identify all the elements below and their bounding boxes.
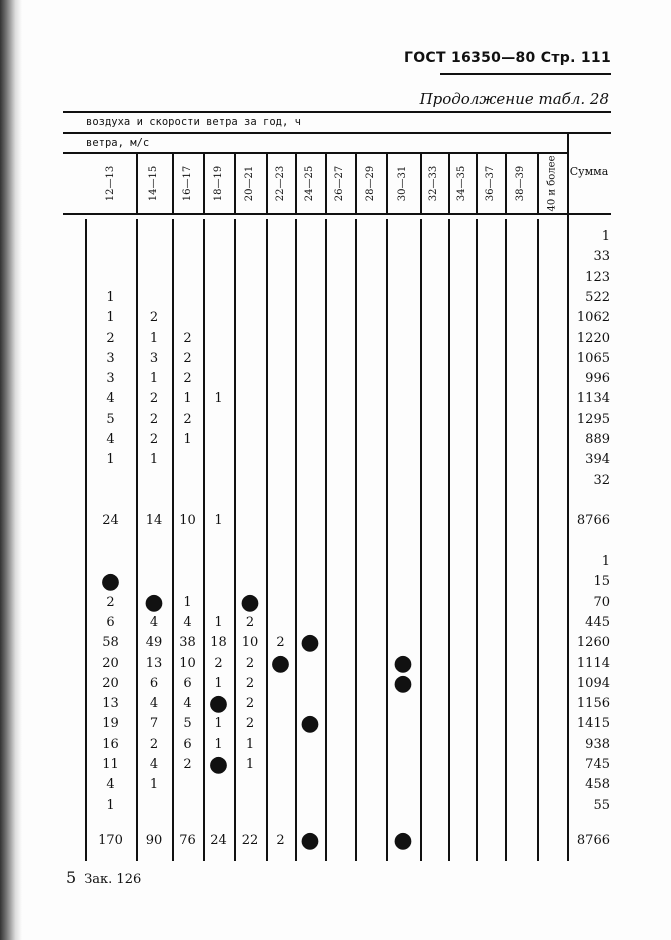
table-row: [85, 630, 610, 656]
table-cell: 3: [149, 350, 159, 366]
sum-cell: 394: [585, 452, 610, 468]
sum-cell: 889: [585, 432, 610, 447]
column-header: [448, 153, 476, 213]
table-cell: 1: [214, 391, 223, 407]
table-cell: 1: [183, 432, 192, 447]
table-row: [85, 248, 610, 266]
table-row: [85, 569, 610, 595]
table-row: [85, 752, 610, 777]
dot-marker: ●: [300, 828, 320, 853]
caption-rule: [63, 132, 611, 134]
sum-cell: 1134: [576, 391, 610, 407]
table-cell: 2: [245, 675, 255, 691]
table-cell: 6: [183, 675, 192, 691]
table-row: [85, 472, 610, 490]
table-cell: 6: [183, 736, 192, 752]
column-divider: [537, 153, 539, 213]
sum-cell: 996: [585, 371, 610, 387]
column-divider: [266, 153, 268, 213]
table-cell: 24: [102, 513, 119, 528]
table-cell: 3: [106, 371, 115, 387]
column-header-label: 32—33: [428, 165, 440, 201]
document-header: ГОСТ 16350—80 Стр. 111: [403, 50, 611, 66]
table-cell: 58: [102, 635, 119, 651]
table-cell: 1: [245, 757, 255, 772]
table-row: [85, 431, 610, 449]
column-divider: [172, 219, 174, 861]
column-header-label: 18—19: [213, 165, 225, 201]
table-cell: 1: [183, 391, 192, 407]
table-cell: 18: [210, 635, 227, 651]
table-cell: 10: [241, 635, 259, 651]
table-cell: 1: [149, 452, 159, 468]
column-header: [136, 153, 172, 213]
column-header-label: 36—37: [485, 165, 497, 201]
table-cell: 1: [214, 513, 223, 528]
table-subcaption: ветра, м/с: [86, 137, 150, 149]
table-cell: 13: [102, 696, 119, 712]
column-divider: [355, 219, 357, 861]
column-header: [172, 153, 203, 213]
table-cell: 2: [149, 411, 159, 427]
table-row: [85, 589, 610, 615]
table-cell: 16: [102, 736, 119, 752]
table-row: [85, 670, 610, 696]
table-cell: 2: [106, 594, 115, 610]
sum-cell: 32: [593, 472, 610, 488]
table-row: [85, 614, 610, 632]
dot-marker: ●: [393, 650, 413, 676]
sum-cell: 70: [593, 594, 610, 610]
table-cell: 10: [179, 655, 196, 671]
table-cell: 10: [179, 513, 196, 528]
sum-cell: 1062: [576, 310, 610, 326]
table-row: [85, 330, 610, 348]
table-cell: 2: [183, 330, 192, 346]
table-cell: 3: [106, 350, 115, 366]
column-header: [355, 153, 386, 213]
table-row: [85, 650, 610, 676]
table-cell: 1: [106, 797, 115, 813]
table-row: [85, 390, 610, 408]
column-header: [203, 153, 234, 213]
table-cell: 2: [183, 350, 192, 366]
table-cell: 1: [245, 736, 255, 752]
sum-cell: 445: [585, 614, 610, 630]
table-row: [85, 370, 610, 388]
column-header: [386, 153, 420, 213]
table-cell: 20: [102, 675, 119, 691]
page-number: 5: [66, 868, 77, 887]
sum-cell: 1156: [576, 696, 610, 712]
table-caption: воздуха и скорости ветра за год, ч: [86, 116, 301, 128]
column-divider: [505, 153, 507, 213]
column-header-label: 34—35: [456, 165, 468, 201]
table-cell: 4: [106, 391, 115, 407]
sum-cell: 1114: [576, 655, 610, 671]
column-divider: [234, 219, 236, 861]
table-row: [85, 451, 610, 469]
sum-cell: 1415: [576, 716, 610, 732]
table-left-border: [85, 219, 87, 861]
table-row: [85, 289, 610, 307]
table-cell: 5: [106, 411, 115, 427]
column-divider: [325, 153, 327, 213]
column-divider: [505, 219, 507, 861]
column-header: [85, 153, 136, 213]
sum-cell: 123: [585, 269, 610, 285]
sum-cell: 1260: [576, 635, 610, 651]
header-bottom-rule: [63, 213, 611, 215]
table-cell: 76: [179, 833, 196, 848]
column-divider: [136, 219, 138, 861]
dot-marker: ●: [270, 650, 291, 676]
column-divider: [295, 153, 297, 213]
column-header-label: 22—23: [275, 165, 287, 201]
table-cell: 4: [149, 696, 159, 712]
table-cell: 170: [98, 833, 123, 848]
column-header-label: 26—27: [334, 165, 346, 201]
column-divider: [136, 153, 138, 213]
table-cell: 2: [106, 330, 115, 346]
dot-marker: ●: [144, 589, 164, 615]
table-row: [85, 309, 610, 327]
sum-cell: 458: [585, 777, 610, 793]
column-header-label: 14—15: [148, 165, 160, 201]
dot-marker: ●: [300, 711, 320, 737]
column-header-label: 16—17: [182, 165, 194, 201]
column-divider: [172, 153, 174, 213]
table-row: [85, 411, 610, 429]
sum-cell: 8766: [576, 513, 610, 528]
column-header: [266, 153, 295, 213]
table-cell: 11: [102, 757, 119, 772]
table-cell: 6: [106, 614, 115, 630]
table-cell: 4: [106, 777, 115, 793]
column-header: [420, 153, 448, 213]
column-header: [325, 153, 355, 213]
column-header-label: 28—29: [365, 165, 377, 201]
table-cell: 5: [183, 716, 192, 732]
table-top-rule: [63, 111, 611, 113]
column-divider: [355, 153, 357, 213]
column-divider: [448, 219, 450, 861]
sum-cell: 8766: [576, 833, 610, 848]
table-cell: 2: [149, 310, 159, 326]
column-header-label: 20—21: [244, 165, 256, 201]
table-cell: 2: [149, 391, 159, 407]
table-cell: 1: [106, 452, 115, 468]
table-row: [85, 553, 610, 571]
column-divider: [325, 219, 327, 861]
table-cell: 2: [245, 696, 255, 712]
table-cell: 4: [106, 432, 115, 447]
table-cell: 1: [183, 594, 192, 610]
table-cell: 2: [245, 614, 255, 630]
dot-marker: ●: [393, 828, 413, 853]
table-cell: 13: [145, 655, 163, 671]
table-cell: 90: [145, 833, 163, 848]
dot-marker: ●: [208, 691, 229, 717]
column-divider: [448, 153, 450, 213]
column-divider: [386, 153, 388, 213]
table-cell: 2: [245, 655, 255, 671]
column-divider: [420, 153, 422, 213]
column-divider: [234, 153, 236, 213]
dot-marker: ●: [393, 670, 413, 696]
sum-cell: 938: [585, 736, 610, 752]
column-divider: [537, 219, 539, 861]
table-cell: 4: [183, 614, 192, 630]
table-cell: 4: [183, 696, 192, 712]
sum-cell: 15: [593, 574, 610, 590]
column-divider: [295, 219, 297, 861]
total-row: [85, 828, 610, 853]
column-divider: [203, 153, 205, 213]
table-row: [85, 776, 610, 794]
table-row: [85, 269, 610, 287]
table-cell: 1: [149, 777, 159, 793]
table-cell: 24: [210, 833, 227, 848]
table-cell: 4: [149, 757, 159, 772]
table-cell: 2: [183, 371, 192, 387]
table-cell: 2: [276, 635, 285, 651]
table-row: [85, 711, 610, 737]
sum-cell: 1295: [576, 411, 610, 427]
column-divider: [203, 219, 205, 861]
table-row: [85, 691, 610, 717]
table-cell: 1: [106, 310, 115, 326]
column-header-label: 30—31: [397, 165, 409, 201]
table-cell: 49: [145, 635, 163, 651]
column-header: [537, 153, 567, 213]
table-cell: 1: [214, 675, 223, 691]
table-cell: 2: [214, 655, 223, 671]
table-row: [85, 797, 610, 815]
table-cell: 2: [183, 411, 192, 427]
sum-cell: 55: [593, 797, 610, 813]
table-cell: 1: [106, 289, 115, 305]
table-cell: 2: [183, 757, 192, 772]
sum-column-header: Сумма: [569, 165, 609, 178]
table-row: [85, 736, 610, 754]
sum-cell: 33: [593, 249, 610, 265]
table-cell: 6: [149, 675, 159, 691]
table-cell: 19: [102, 716, 119, 732]
column-header: [505, 153, 537, 213]
column-header-label: 24—25: [304, 165, 316, 201]
column-header-label: 38—39: [515, 165, 527, 201]
dot-marker: ●: [240, 589, 260, 615]
column-divider: [266, 219, 268, 861]
page-footer: [66, 868, 141, 887]
table-cell: 1: [214, 716, 223, 732]
sum-cell: 522: [585, 289, 610, 305]
sum-cell: 1220: [576, 330, 610, 346]
table-cell: 1: [214, 736, 223, 752]
table-continuation-label: Продолжение табл. 28: [419, 90, 609, 108]
column-header-label: 12—13: [104, 165, 116, 201]
table-cell: 2: [276, 833, 285, 848]
table-cell: 38: [179, 635, 196, 651]
table-cell: 2: [149, 432, 159, 447]
table-cell: 2: [245, 716, 255, 732]
sum-cell: 1094: [576, 675, 610, 691]
table-cell: 2: [149, 736, 159, 752]
table-cell: 14: [145, 513, 163, 528]
column-header: [234, 153, 266, 213]
column-divider: [386, 219, 388, 861]
header-rule: [440, 73, 611, 75]
column-divider: [420, 219, 422, 861]
scan-binding-edge: [0, 0, 22, 940]
table-cell: 4: [149, 614, 159, 630]
table-row: [85, 228, 610, 246]
column-header: [476, 153, 505, 213]
column-header-label: 40 и более: [546, 155, 558, 211]
table-cell: 1: [149, 330, 159, 346]
table-row: [85, 350, 610, 368]
column-header: [295, 153, 325, 213]
table-cell: 7: [149, 716, 159, 732]
table-cell: 20: [102, 655, 119, 671]
column-divider: [476, 219, 478, 861]
order-number: Зак. 126: [84, 872, 142, 887]
table-cell: 1: [214, 614, 223, 630]
total-row: [85, 512, 610, 530]
column-divider: [476, 153, 478, 213]
sum-cell: 1065: [576, 350, 610, 366]
dot-marker: ●: [208, 752, 229, 777]
dot-marker: ●: [300, 630, 320, 656]
sum-cell: 1: [601, 229, 610, 244]
sum-cell: 745: [585, 757, 610, 772]
table-cell: 1: [149, 371, 159, 387]
table-cell: 22: [241, 833, 259, 848]
sum-cell: 1: [601, 554, 610, 569]
dot-marker: ●: [100, 569, 121, 595]
